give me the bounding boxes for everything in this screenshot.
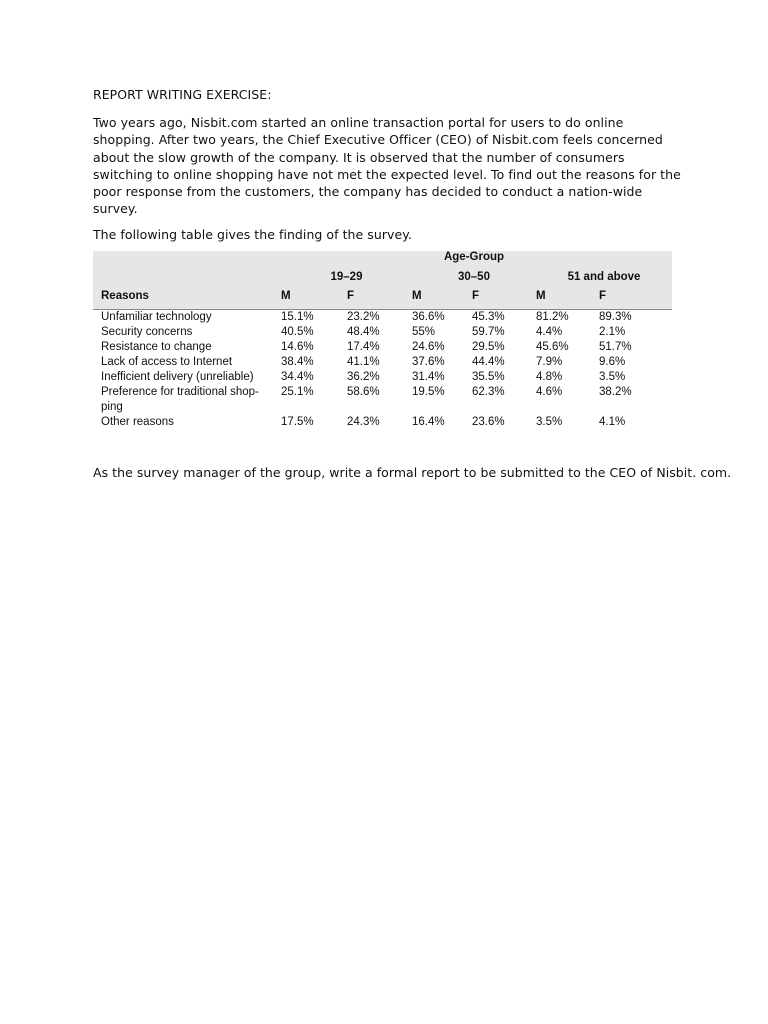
table-row bbox=[93, 385, 672, 415]
value-cell: 4.6% bbox=[536, 386, 563, 399]
reason-cell: Lack of access to Internet bbox=[101, 356, 233, 369]
value-cell: 17.5% bbox=[281, 416, 314, 429]
exercise-heading: REPORT WRITING EXERCISE: bbox=[93, 87, 272, 102]
sex-label: F bbox=[599, 290, 672, 310]
value-cell: 31.4% bbox=[412, 371, 445, 384]
value-cell: 62.3% bbox=[472, 386, 505, 399]
value-cell: 19.5% bbox=[412, 386, 445, 399]
value-cell: 16.4% bbox=[412, 416, 445, 429]
sex-label: M bbox=[536, 290, 599, 310]
reason-cell: Security concerns bbox=[101, 326, 193, 339]
value-cell: 40.5% bbox=[281, 326, 314, 339]
value-cell: 45.6% bbox=[536, 341, 569, 354]
value-cell: 81.2% bbox=[536, 311, 569, 324]
value-cell: 41.1% bbox=[347, 356, 380, 369]
value-cell: 45.3% bbox=[472, 311, 505, 324]
value-cell: 24.6% bbox=[412, 341, 445, 354]
value-cell: 55% bbox=[412, 326, 436, 339]
table-row bbox=[93, 310, 672, 326]
reason-cell: Resistance to change bbox=[101, 341, 212, 354]
value-cell: 89.3% bbox=[599, 311, 632, 324]
value-cell: 38.2% bbox=[599, 386, 632, 399]
reason-cell: Other reasons bbox=[101, 416, 174, 429]
value-cell: 4.1% bbox=[599, 416, 626, 429]
value-cell: 7.9% bbox=[536, 356, 563, 369]
reason-cell: Inefficient delivery (unreliable) bbox=[101, 371, 254, 384]
document-page bbox=[93, 86, 732, 494]
intro-paragraph: Two years ago, Nisbit.com started an online transaction portal for users to do online shopping. After two years, the Chief Executive Officer (CEO) of Nisbit.com feels concerned about the slow growth of the company. It is observed that the number of consumers switching to online shopping have not met the expected level. To find out the reasons for the poor response from the customers, the company has decided to conduct a nation-wide survey. bbox=[93, 115, 681, 217]
value-cell: 44.4% bbox=[472, 356, 505, 369]
value-cell: 14.6% bbox=[281, 341, 314, 354]
table-row bbox=[93, 325, 672, 340]
closing-instruction: As the survey manager of the group, write a formal report to be submitted to the CEO of Nisbit. com. bbox=[93, 465, 732, 481]
table-intro: The following table gives the finding of the survey. bbox=[93, 226, 412, 242]
sex-label: F bbox=[347, 290, 412, 310]
reason-cell: Unfamiliar technology bbox=[101, 311, 212, 324]
value-cell: 48.4% bbox=[347, 326, 380, 339]
reason-cell: Preference for traditional shop-ping bbox=[101, 386, 259, 414]
value-cell: 2.1% bbox=[599, 326, 626, 339]
value-cell: 34.4% bbox=[281, 371, 314, 384]
table-row bbox=[93, 370, 672, 385]
sex-label: F bbox=[472, 290, 536, 310]
table-row bbox=[93, 340, 672, 355]
reasons-header: Reasons bbox=[93, 290, 281, 310]
survey-table bbox=[93, 251, 672, 430]
table-row bbox=[93, 415, 672, 430]
value-cell: 15.1% bbox=[281, 311, 314, 324]
survey-table-container bbox=[93, 251, 672, 430]
value-cell: 23.2% bbox=[347, 311, 380, 324]
age-group-51-above: 51 and above bbox=[536, 271, 672, 290]
value-cell: 17.4% bbox=[347, 341, 380, 354]
value-cell: 37.6% bbox=[412, 356, 445, 369]
sex-label: M bbox=[412, 290, 472, 310]
value-cell: 25.1% bbox=[281, 386, 314, 399]
value-cell: 4.8% bbox=[536, 371, 563, 384]
value-cell: 59.7% bbox=[472, 326, 505, 339]
value-cell: 38.4% bbox=[281, 356, 314, 369]
age-group-19-29: 19–29 bbox=[281, 271, 412, 290]
value-cell: 3.5% bbox=[536, 416, 563, 429]
value-cell: 51.7% bbox=[599, 341, 632, 354]
age-group-header: Age-Group bbox=[412, 251, 536, 271]
value-cell: 9.6% bbox=[599, 356, 626, 369]
value-cell: 36.6% bbox=[412, 311, 445, 324]
sex-label: M bbox=[281, 290, 347, 310]
value-cell: 29.5% bbox=[472, 341, 505, 354]
value-cell: 4.4% bbox=[536, 326, 563, 339]
value-cell: 35.5% bbox=[472, 371, 505, 384]
value-cell: 24.3% bbox=[347, 416, 380, 429]
value-cell: 58.6% bbox=[347, 386, 380, 399]
age-group-30-50: 30–50 bbox=[412, 271, 536, 290]
value-cell: 23.6% bbox=[472, 416, 505, 429]
table-row bbox=[93, 355, 672, 370]
value-cell: 3.5% bbox=[599, 371, 626, 384]
value-cell: 36.2% bbox=[347, 371, 380, 384]
